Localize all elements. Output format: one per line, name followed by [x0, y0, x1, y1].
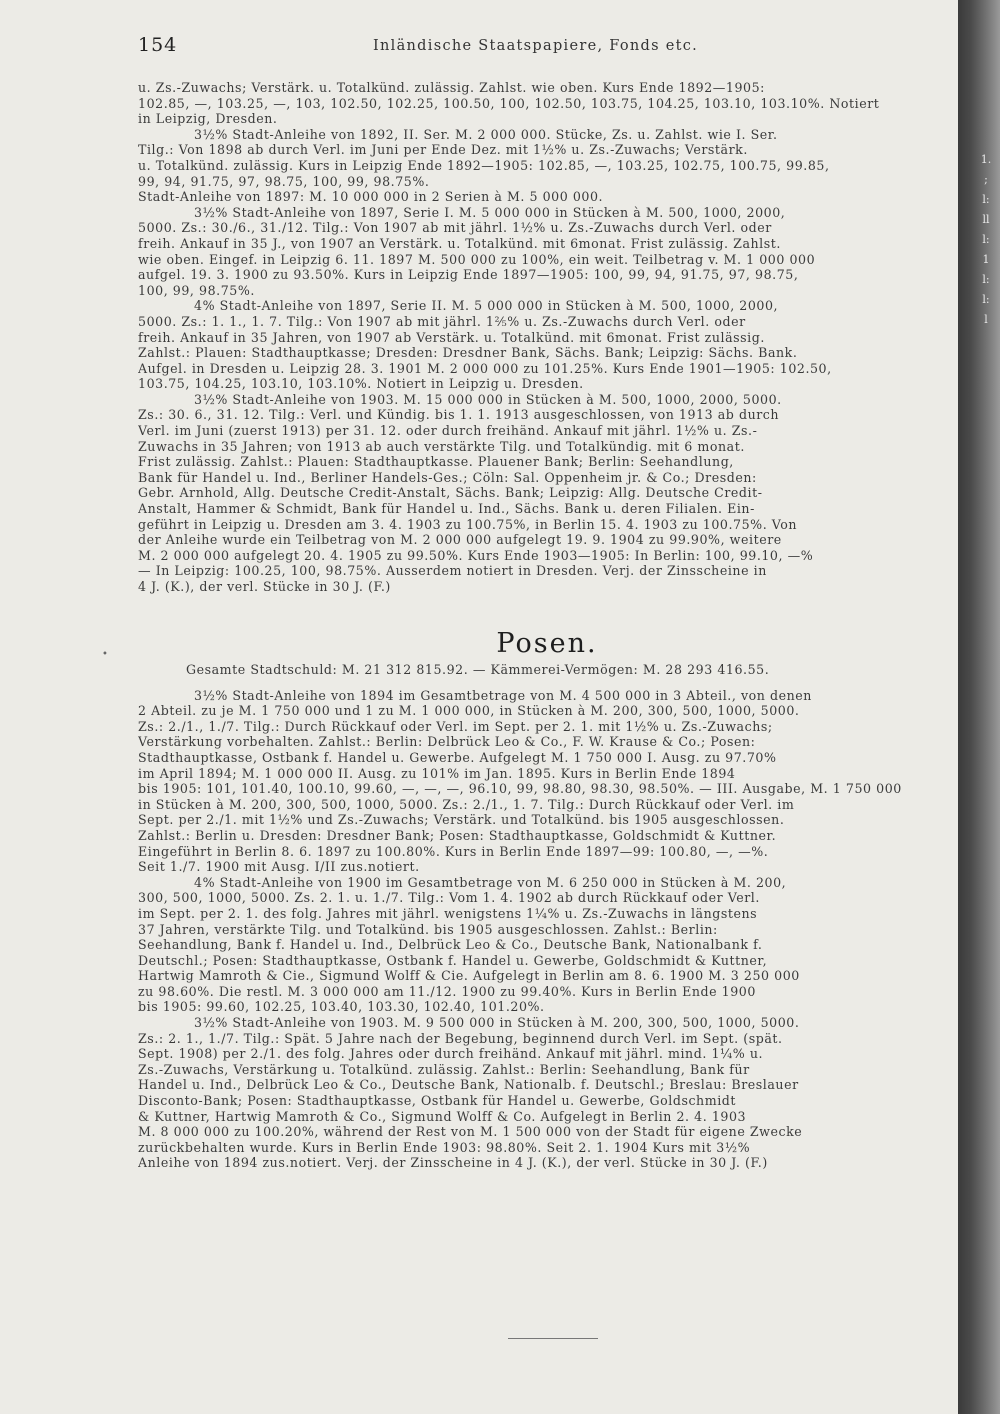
page-number: 154: [138, 34, 178, 56]
text-line: 3½% Stadt-Anleihe von 1892, II. Ser. M. 2 000 000. Stücke, Zs. u. Zahlst. wie I. Ser.: [194, 126, 778, 142]
text-line: Stadthauptkasse, Ostbank f. Handel u. Gewerbe. Aufgelegt M. 1 750 000 I. Ausg. zu 97.70%: [138, 749, 777, 765]
text-line: Zahlst.: Plauen: Stadthauptkasse; Dresden: Dresdner Bank, Sächs. Bank; Leipzig: Sächs. Bank.: [138, 345, 798, 361]
text-line: zurückbehalten wurde. Kurs in Berlin Ende 1903: 98.80%. Seit 2. 1. 1904 Kurs mit 3½%: [138, 1139, 751, 1155]
text-line: & Kuttner, Hartwig Mamroth & Co., Sigmund Wolff & Co. Aufgelegt in Berlin 2. 4. 1903: [138, 1108, 747, 1124]
text-line: M. 8 000 000 zu 100.20%, während der Rest von M. 1 500 000 von der Stadt für eigene Zwecke: [138, 1124, 803, 1140]
text-line: Zs.: 30. 6., 31. 12. Tilg.: Verl. und Kündig. bis 1. 1. 1913 ausgeschlossen, von 1913 ab durch: [138, 407, 780, 423]
text-line: 102.85, —, 103.25, —, 103, 102.50, 102.25, 100.50, 100, 102.50, 103.75, 104.25, 103.10, 103.10%. Notiert: [138, 95, 880, 111]
text-line: 4 J. (K.), der verl. Stücke in 30 J. (F.): [138, 579, 391, 594]
text-line: 3½% Stadt-Anleihe von 1903. M. 9 500 000 in Stücken à M. 200, 300, 500, 1000, 5000.: [194, 1015, 800, 1031]
section-posen: [138, 688, 956, 1171]
text-line: aufgel. 19. 3. 1900 zu 93.50%. Kurs in Leipzig Ende 1897—1905: 100, 99, 94, 91.75, 97, 98.75,: [138, 267, 799, 283]
text-line: 100, 99, 98.75%.: [138, 282, 255, 298]
text-line: Verstärkung vorbehalten. Zahlst.: Berlin: Delbrück Leo & Co., F. W. Krause & Co.; Posen:: [138, 734, 756, 750]
text-line: Zs.: 2. 1., 1./7. Tilg.: Spät. 5 Jahre nach der Begebung, beginnend durch Verl. im Sept. (spät.: [138, 1030, 783, 1046]
text-line: 5000. Zs.: 30./6., 31./12. Tilg.: Von 1907 ab mit jährl. 1½% u. Zs.-Zuwachs durch Verl. oder: [138, 220, 772, 236]
text-line: freih. Ankauf in 35 J., von 1907 an Verstärk. u. Totalkünd. mit 6monat. Frist zulässig. Zahlst.: [138, 235, 781, 251]
text-line: geführt in Leipzig u. Dresden am 3. 4. 1903 zu 100.75%, in Berlin 15. 4. 1903 zu 100.75%. Von: [138, 516, 798, 532]
end-rule: [508, 1338, 598, 1339]
text-line: Seit 1./7. 1900 mit Ausg. I/II zus.notiert.: [138, 859, 420, 875]
text-line: Eingeführt in Berlin 8. 6. 1897 zu 100.80%. Kurs in Berlin Ende 1897—99: 100.80, —, —%.: [138, 843, 769, 859]
text-line: im Sept. per 2. 1. des folg. Jahres mit jährl. wenigstens 1¼% u. Zs.-Zuwachs in längstens: [138, 905, 758, 921]
text-line: Seehandlung, Bank f. Handel u. Ind., Delbrück Leo & Co., Deutsche Bank, Nationalbank f.: [138, 937, 763, 953]
text-line: Tilg.: Von 1898 ab durch Verl. im Juni per Ende Dez. mit 1½% u. Zs.-Zuwachs; Verstärk.: [138, 142, 748, 158]
city-heading-posen: Posen.: [496, 627, 598, 659]
text-line: Zahlst.: Berlin u. Dresden: Dresdner Bank; Posen: Stadthauptkasse, Goldschmidt & Kuttner.: [138, 827, 777, 843]
text-line: Disconto-Bank; Posen: Stadthauptkasse, Ostbank für Handel u. Gewerbe, Goldschmidt: [138, 1093, 737, 1109]
text-line: in Leipzig, Dresden.: [138, 111, 278, 127]
text-line: wie oben. Eingef. in Leipzig 6. 11. 1897 M. 500 000 zu 100%, ein weit. Teilbetrag v. M. 1 000 000: [138, 251, 816, 267]
text-line: Anstalt, Hammer & Schmidt, Bank für Handel u. Ind., Sächs. Bank u. deren Filialen. Ein-: [138, 501, 755, 517]
text-line: bis 1905: 99.60, 102.25, 103.40, 103.30, 102.40, 101.20%.: [138, 999, 545, 1015]
text-line: 2 Abteil. zu je M. 1 750 000 und 1 zu M. 1 000 000, in Stücken à M. 200, 300, 500, 1000, 5000.: [138, 703, 800, 719]
text-line: Deutschl.; Posen: Stadthauptkasse, Ostbank f. Handel u. Gewerbe, Goldschmidt & Kuttner,: [138, 952, 768, 968]
page-header: [138, 34, 958, 64]
text-line: zu 98.60%. Die restl. M. 3 000 000 am 11./12. 1900 zu 99.40%. Kurs in Berlin Ende 1900: [138, 983, 756, 999]
text-line: der Anleihe wurde ein Teilbetrag von M. 2 000 000 aufgelegt 19. 9. 1904 zu 99.90%, weitere: [138, 532, 782, 548]
text-line: Hartwig Mamroth & Cie., Sigmund Wolff & Cie. Aufgelegt in Berlin am 8. 6. 1900 M. 3 250 000: [138, 968, 800, 984]
text-line: Stadt-Anleihe von 1897: M. 10 000 000 in 2 Serien à M. 5 000 000.: [138, 189, 604, 205]
debt-summary: Gesamte Stadtschuld: M. 21 312 815.92. — Kämmerei-Vermögen: M. 28 293 416.55.: [186, 661, 770, 677]
text-line: Sept. per 2./1. mit 1½% und Zs.-Zuwachs; Verstärk. und Totalkünd. bis 1905 ausgeschlossen.: [138, 812, 785, 828]
text-line: 300, 500, 1000, 5000. Zs. 2. 1. u. 1./7. Tilg.: Vom 1. 4. 1902 ab durch Rückkauf oder Verl.: [138, 890, 760, 906]
running-title: Inländische Staatspapiere, Fonds etc.: [373, 38, 699, 54]
text-line: freih. Ankauf in 35 Jahren, von 1907 ab Verstärk. u. Totalkünd. mit 6monat. Frist zulässig.: [138, 329, 765, 345]
text-line: Zuwachs in 35 Jahren; von 1913 ab auch verstärkte Tilg. und Totalkündig. mit 6 monat.: [138, 438, 745, 454]
text-line: M. 2 000 000 aufgelegt 20. 4. 1905 zu 99.50%. Kurs Ende 1903—1905: In Berlin: 100, 99.10, —%: [138, 547, 814, 563]
text-line: u. Zs.-Zuwachs; Verstärk. u. Totalkünd. zulässig. Zahlst. wie oben. Kurs Ende 1892—1905:: [138, 80, 765, 95]
text-line: in Stücken à M. 200, 300, 500, 1000, 5000. Zs.: 2./1., 1. 7. Tilg.: Durch Rückkauf oder Verl. im: [138, 796, 795, 812]
text-line: Sept. 1908) per 2./1. des folg. Jahres oder durch freihänd. Ankauf mit jährl. mind. 1¼% u.: [138, 1046, 764, 1062]
text-line: Anleihe von 1894 zus.notiert. Verj. der Zinsscheine in 4 J. (K.), der verl. Stücke in 30 J. (F.): [138, 1155, 768, 1171]
section-plauen-continued: [138, 80, 956, 595]
text-line: 99, 94, 91.75, 97, 98.75, 100, 99, 98.75%.: [138, 173, 430, 189]
margin-strip-text: 1. ; l: ll l: 1 l: l: l: [980, 153, 992, 326]
text-line: Handel u. Ind., Delbrück Leo & Co., Deutsche Bank, Nationalb. f. Deutschl.; Breslau: Breslauer: [138, 1077, 799, 1093]
text-line: Zs.: 2./1., 1./7. Tilg.: Durch Rückkauf oder Verl. im Sept. per 2. 1. mit 1½% u. Zs.-Zuwachs;: [138, 718, 773, 734]
margin-dot: •: [102, 649, 108, 660]
section-gap: [138, 595, 956, 623]
text-line: 103.75, 104.25, 103.10, 103.10%. Notiert in Leipzig u. Dresden.: [138, 376, 584, 392]
text-line: Zs.-Zuwachs, Verstärkung u. Totalkünd. zulässig. Zahlst.: Berlin: Seehandlung, Bank für: [138, 1061, 750, 1077]
text-line: 37 Jahren, verstärkte Tilg. und Totalkünd. bis 1905 ausgeschlossen. Zahlst.: Berlin:: [138, 921, 718, 937]
text-line: 4% Stadt-Anleihe von 1900 im Gesamtbetrage von M. 6 250 000 in Stücken à M. 200,: [194, 874, 787, 890]
text-line: u. Totalkünd. zulässig. Kurs in Leipzig Ende 1892—1905: 102.85, —, 103.25, 102.75, 100.75, 99.85,: [138, 157, 830, 173]
text-line: 3½% Stadt-Anleihe von 1894 im Gesamtbetrage von M. 4 500 000 in 3 Abteil., von denen: [194, 687, 812, 703]
text-line: 4% Stadt-Anleihe von 1897, Serie II. M. 5 000 000 in Stücken à M. 500, 1000, 2000,: [194, 298, 779, 314]
text-line: Verl. im Juni (zuerst 1913) per 31. 12. oder durch freihänd. Ankauf mit jährl. 1½% u. Zs.-: [138, 423, 758, 439]
text-line: 3½% Stadt-Anleihe von 1903. M. 15 000 000 in Stücken à M. 500, 1000, 2000, 5000.: [194, 391, 782, 407]
text-line: Frist zulässig. Zahlst.: Plauen: Stadthauptkasse. Plauener Bank; Berlin: Seehandlung,: [138, 454, 734, 470]
text-line: im April 1894; M. 1 000 000 II. Ausg. zu 101% im Jan. 1895. Kurs in Berlin Ende 1894: [138, 765, 736, 781]
text-line: 5000. Zs.: 1. 1., 1. 7. Tilg.: Von 1907 ab mit jährl. 1⅖% u. Zs.-Zuwachs durch Verl. oder: [138, 313, 746, 329]
text-line: 3½% Stadt-Anleihe von 1897, Serie I. M. 5 000 000 in Stücken à M. 500, 1000, 2000,: [194, 204, 786, 220]
text-line: — In Leipzig: 100.25, 100, 98.75%. Ausserdem notiert in Dresden. Verj. der Zinsscheine in: [138, 563, 767, 579]
text-line: Bank für Handel u. Ind., Berliner Handels-Ges.; Cöln: Sal. Oppenheim jr. & Co.; Dresden:: [138, 469, 757, 485]
text-line: Gebr. Arnhold, Allg. Deutsche Credit-Anstalt, Sächs. Bank; Leipzig: Allg. Deutsche Credit-: [138, 485, 763, 501]
page-body: [138, 80, 956, 1171]
text-line: Aufgel. in Dresden u. Leipzig 28. 3. 1901 M. 2 000 000 zu 101.25%. Kurs Ende 1901—1905: 102.50,: [138, 360, 832, 376]
text-line: bis 1905: 101, 101.40, 100.10, 99.60, —, —, —, 96.10, 99, 98.80, 98.30, 98.50%. — III. Ausgabe, M. 1 750 000: [138, 781, 902, 797]
